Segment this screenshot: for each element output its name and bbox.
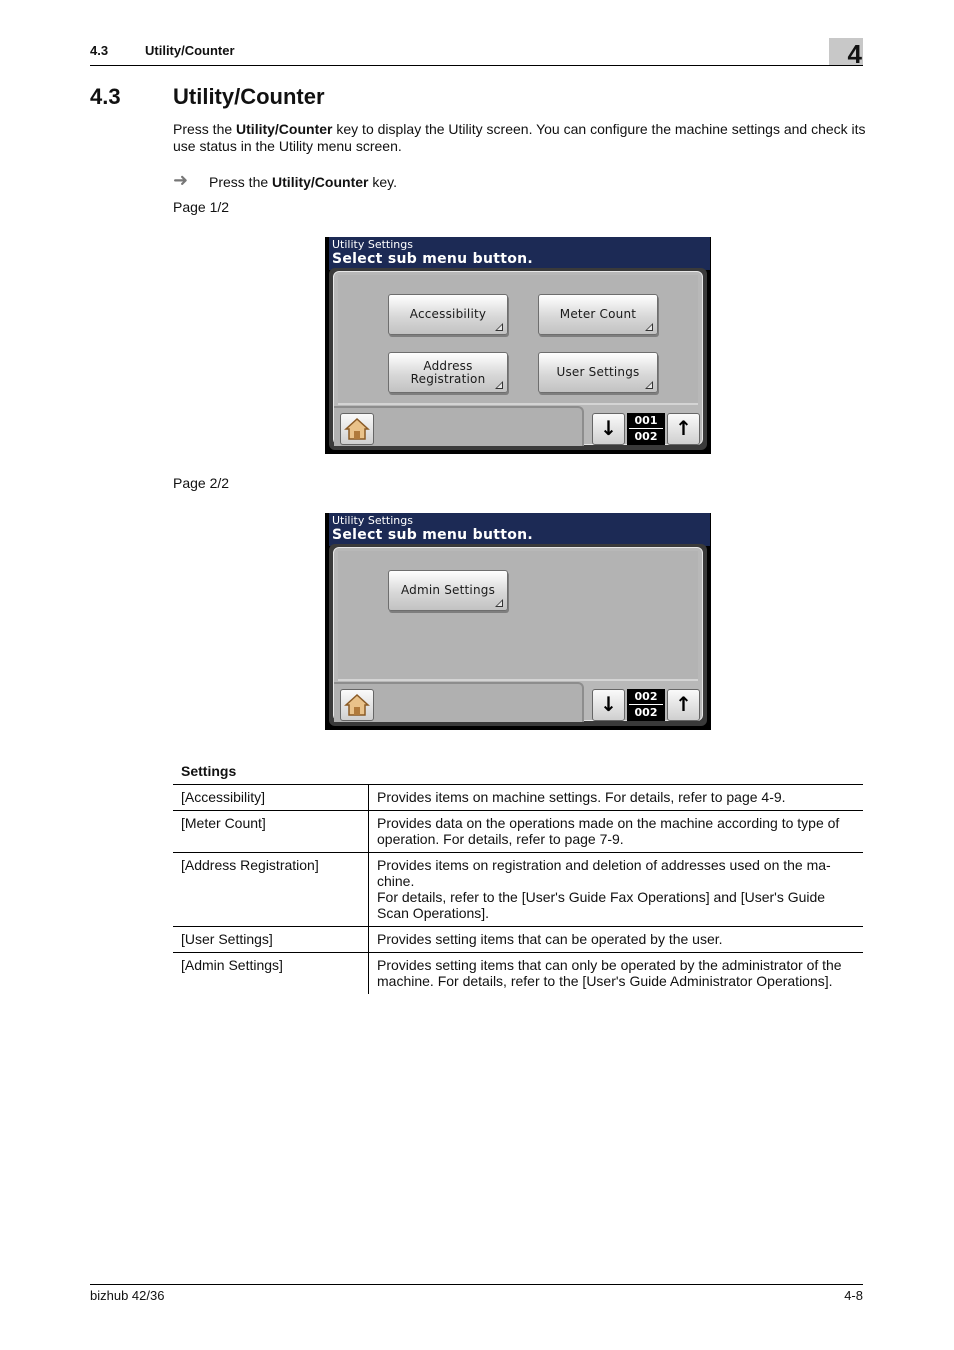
intro-text-2: key to display the Utility screen. You can configure the machine settings and check its use status in the Utility menu screen. (173, 121, 866, 154)
screen-titlebar (329, 513, 710, 546)
setting-name: [User Settings] (173, 927, 369, 953)
page-current: 002 (634, 690, 658, 703)
button-label: Address Registration (410, 358, 486, 386)
page-total: 002 (629, 428, 663, 444)
page-down-button[interactable]: ↓ (592, 413, 625, 445)
button-label: User Settings (556, 365, 640, 379)
setting-name: [Accessibility] (173, 785, 369, 811)
user-settings-button[interactable] (538, 352, 658, 393)
utility-screen-page-1 (325, 237, 711, 454)
setting-description: Provides setting items that can only be operated by the administrator of the machine. For details, refer to the [User's Guide Administrator Operations]. (369, 953, 864, 995)
table-row (173, 785, 863, 811)
intro-key: Utility/Counter (236, 121, 333, 137)
intro-text-1: Press the (173, 121, 237, 137)
corner-mark-icon (495, 323, 503, 331)
page-counter (627, 413, 665, 445)
corner-mark-icon (495, 599, 503, 607)
corner-mark-icon (645, 323, 653, 331)
screen-caption-2: Page 2/2 (173, 475, 230, 491)
step-arrow-icon: ➜ (173, 170, 189, 190)
home-icon (341, 690, 373, 720)
setting-description: Provides data on the operations made on the machine according to type of operation. For details, refer to page 7-9. (369, 811, 864, 853)
home-button[interactable] (340, 689, 374, 721)
settings-table-label: Settings (181, 763, 237, 779)
settings-table (173, 784, 863, 994)
address-registration-button[interactable] (388, 352, 508, 393)
footer-page-number: 4-8 (844, 1288, 863, 1303)
screen-subtitle: Select sub menu button. (332, 251, 533, 267)
screen-subtitle: Select sub menu button. (332, 527, 533, 543)
screen-caption-1: Page 1/2 (173, 199, 230, 215)
step-text-1: Press the (209, 174, 273, 190)
chapter-tab (829, 38, 863, 69)
setting-name: [Address Registration] (173, 853, 369, 927)
table-row (173, 927, 863, 953)
header-rule (90, 65, 863, 66)
table-row (173, 811, 863, 853)
setting-description: Provides setting items that can be operated by the user. (369, 927, 864, 953)
utility-screen-page-2 (325, 513, 711, 730)
screen-inner (333, 271, 703, 445)
setting-description: Provides items on machine settings. For details, refer to page 4-9. (369, 785, 864, 811)
home-button[interactable] (340, 413, 374, 445)
section-number: 4.3 (90, 84, 121, 109)
page-counter (627, 689, 665, 721)
corner-mark-icon (645, 381, 653, 389)
table-row (173, 953, 863, 995)
screen-inner (333, 547, 703, 721)
corner-mark-icon (495, 381, 503, 389)
running-header-section-number: 4.3 (90, 43, 109, 58)
admin-settings-button[interactable] (388, 570, 508, 611)
screen-titlebar (329, 237, 710, 270)
screen-panel (329, 544, 707, 726)
step-instruction (209, 174, 397, 191)
setting-name: [Admin Settings] (173, 953, 369, 995)
button-label: Admin Settings (400, 583, 496, 597)
meter-count-button[interactable] (538, 294, 658, 335)
setting-name: [Meter Count] (173, 811, 369, 853)
accessibility-button[interactable] (388, 294, 508, 335)
section-title: Utility/Counter (173, 84, 325, 109)
footer-product: bizhub 42/36 (90, 1288, 165, 1303)
intro-paragraph (173, 121, 868, 155)
chapter-number: 4 (847, 39, 862, 69)
page-total: 002 (629, 704, 663, 720)
step-key: Utility/Counter (272, 174, 369, 190)
page-up-button[interactable]: ↑ (667, 413, 700, 445)
page-current: 001 (634, 414, 658, 427)
home-icon (341, 414, 373, 444)
page-up-button[interactable]: ↑ (667, 689, 700, 721)
setting-description: Provides items on registration and deletion of addresses used on the ma- chine. For details, refer to the [User's Guide Fax Operations] and [User's Guide Scan Operations]. (369, 853, 864, 927)
footer-rule (90, 1284, 863, 1285)
table-row (173, 853, 863, 927)
screen-panel (329, 268, 707, 450)
button-label: Accessibility (409, 307, 487, 321)
menu-area (338, 275, 698, 405)
running-header-title: Utility/Counter (145, 43, 235, 58)
menu-area (338, 551, 698, 681)
screen-title: Utility Settings (332, 238, 413, 251)
button-label: Meter Count (559, 307, 637, 321)
screen-title: Utility Settings (332, 514, 413, 527)
page-down-button[interactable]: ↓ (592, 689, 625, 721)
step-text-2: key. (368, 174, 398, 190)
